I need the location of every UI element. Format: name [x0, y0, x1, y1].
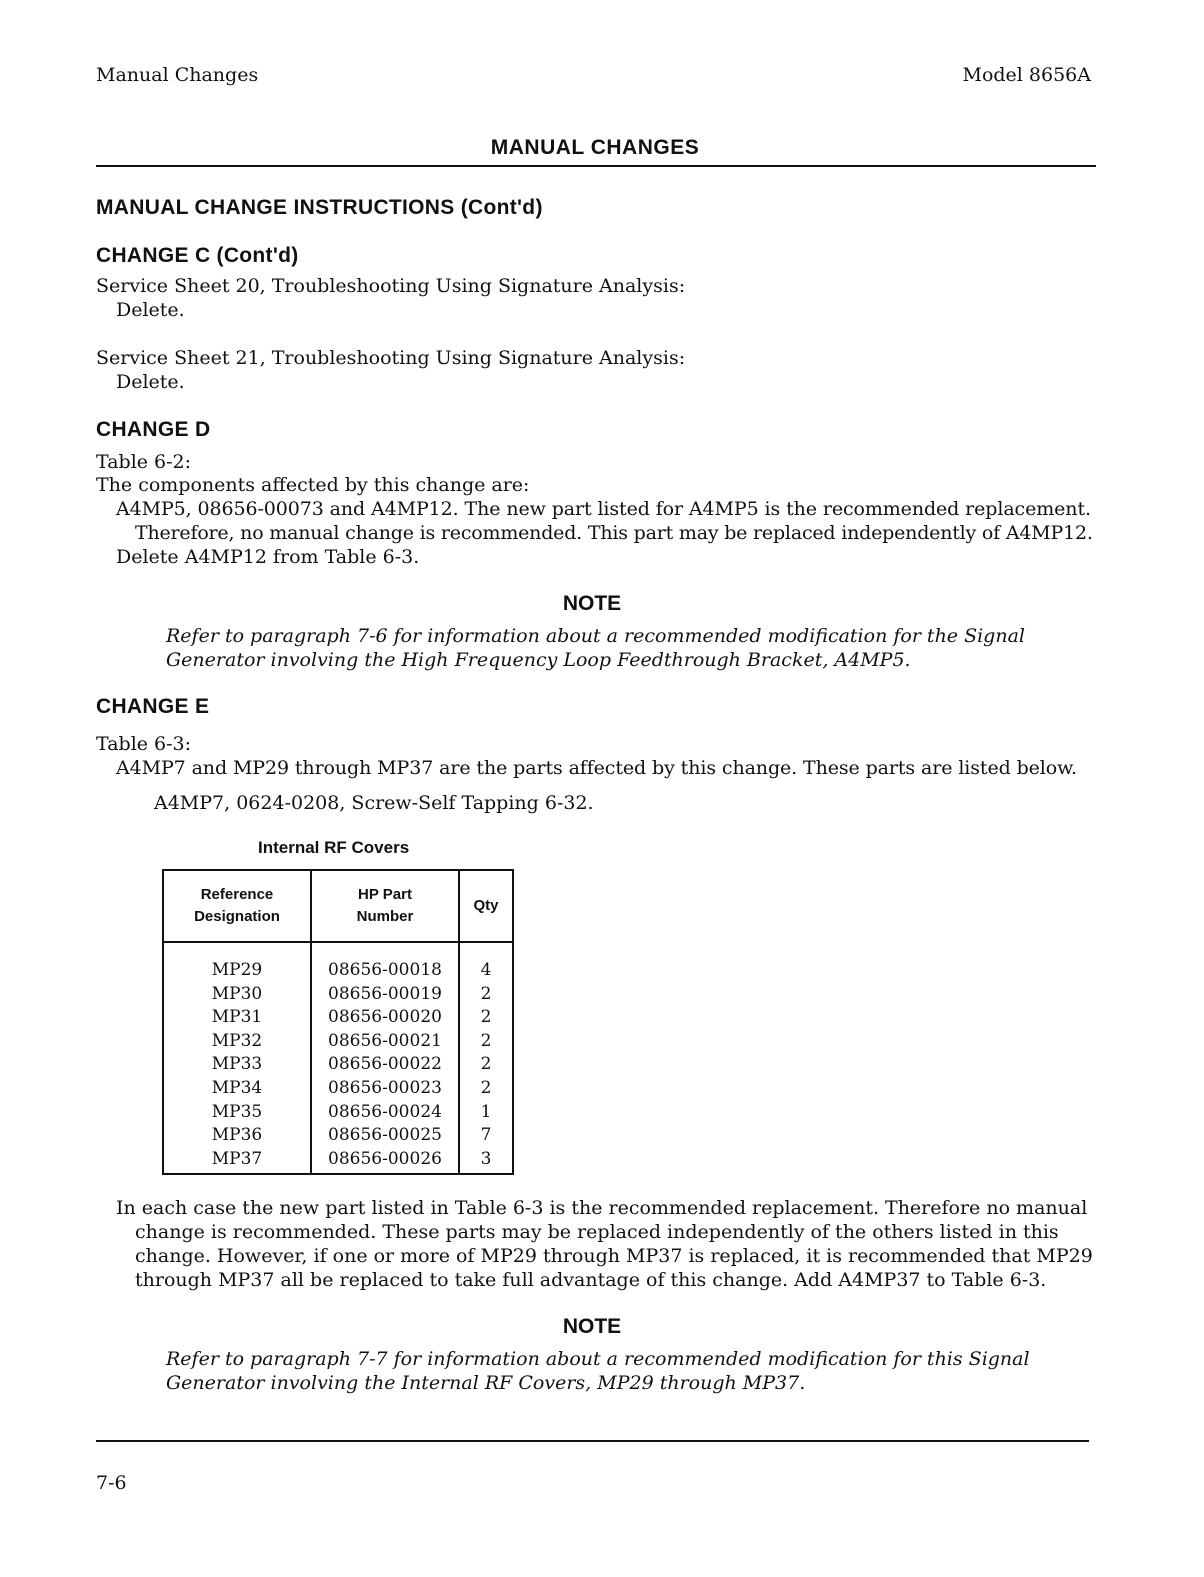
- change-d-line2: The components affected by this change are:: [96, 474, 530, 496]
- change-e-note-line2: Generator involving the Internal RF Covers, MP29 through MP37.: [166, 1372, 806, 1394]
- change-c-item2-line1: Service Sheet 21, Troubleshooting Using Signature Analysis:: [96, 347, 686, 369]
- cell-qty: 1: [459, 1101, 513, 1125]
- change-e-line2: A4MP7 and MP29 through MP37 are the parts affected by this change. These parts are listed below.: [116, 757, 1077, 779]
- header-part-line1: HP Part: [358, 886, 412, 903]
- change-e-heading: CHANGE E: [96, 695, 210, 718]
- cell-qty: 4: [459, 942, 513, 983]
- change-d-heading: CHANGE D: [96, 418, 211, 441]
- cell-part-number: 08656-00024: [311, 1101, 459, 1125]
- cell-reference: MP37: [163, 1148, 311, 1175]
- change-d-note-heading: NOTE: [562, 592, 622, 615]
- change-e-note-heading: NOTE: [562, 1315, 622, 1338]
- cell-reference: MP35: [163, 1101, 311, 1125]
- table-row: [163, 942, 513, 983]
- cell-reference: MP30: [163, 983, 311, 1007]
- running-header-right: Model 8656A: [962, 64, 1091, 86]
- cell-part-number: 08656-00026: [311, 1148, 459, 1175]
- header-part-line2: Number: [356, 908, 414, 925]
- change-e-line3: A4MP7, 0624-0208, Screw-Self Tapping 6-32.: [154, 792, 594, 814]
- change-c-item1-line2: Delete.: [116, 299, 185, 321]
- cell-reference: MP34: [163, 1077, 311, 1101]
- change-d-note-line2: Generator involving the High Frequency Loop Feedthrough Bracket, A4MP5.: [166, 649, 911, 671]
- change-e-note-line1: Refer to paragraph 7-7 for information about a recommended modification for this Signal: [166, 1348, 1030, 1370]
- header-qty: Qty: [459, 870, 513, 942]
- header-ref-line2: Designation: [194, 908, 280, 925]
- table-row: [163, 1148, 513, 1175]
- table-row: [163, 1030, 513, 1054]
- cell-part-number: 08656-00025: [311, 1124, 459, 1148]
- cell-reference: MP31: [163, 1006, 311, 1030]
- cell-qty: 2: [459, 1077, 513, 1101]
- change-c-item1-line1: Service Sheet 20, Troubleshooting Using Signature Analysis:: [96, 275, 686, 297]
- change-c-heading: CHANGE C (Cont'd): [96, 244, 299, 267]
- cell-part-number: 08656-00018: [311, 942, 459, 983]
- table-row: [163, 983, 513, 1007]
- cell-reference: MP32: [163, 1030, 311, 1054]
- cell-part-number: 08656-00020: [311, 1006, 459, 1030]
- page-title: MANUAL CHANGES: [490, 136, 700, 159]
- change-d-line1: Table 6-2:: [96, 451, 192, 473]
- cell-qty: 2: [459, 1006, 513, 1030]
- title-rule: [96, 165, 1096, 167]
- cell-part-number: 08656-00023: [311, 1077, 459, 1101]
- table-row: [163, 1124, 513, 1148]
- cell-reference: MP36: [163, 1124, 311, 1148]
- change-d-line4: Therefore, no manual change is recommended. This part may be replaced independently of A4MP12.: [135, 522, 1093, 544]
- cell-reference: MP33: [163, 1053, 311, 1077]
- change-e-para-line1: In each case the new part listed in Table 6-3 is the recommended replacement. Therefore no manual: [116, 1197, 1088, 1219]
- change-d-line5: Delete A4MP12 from Table 6-3.: [116, 546, 420, 568]
- cell-part-number: 08656-00022: [311, 1053, 459, 1077]
- running-header-left: Manual Changes: [96, 64, 259, 86]
- cell-reference: MP29: [163, 942, 311, 983]
- cell-qty: 2: [459, 1053, 513, 1077]
- change-e-para-line3: change. However, if one or more of MP29 through MP37 is replaced, it is recommended that MP29: [135, 1245, 1093, 1267]
- change-e-para-line2: change is recommended. These parts may be replaced independently of the others listed in this: [135, 1221, 1059, 1243]
- change-e-para-line4: through MP37 all be replaced to take full advantage of this change. Add A4MP37 to Table 6-3.: [135, 1269, 1047, 1291]
- cell-part-number: 08656-00021: [311, 1030, 459, 1054]
- table-row: [163, 1053, 513, 1077]
- header-reference-designation: [163, 870, 311, 942]
- table-title: Internal RF Covers: [258, 838, 410, 857]
- cell-qty: 2: [459, 1030, 513, 1054]
- header-hp-part-number: [311, 870, 459, 942]
- cell-part-number: 08656-00019: [311, 983, 459, 1007]
- table-header-row: [163, 870, 513, 942]
- page-number: 7-6: [96, 1472, 127, 1494]
- change-d-line3: A4MP5, 08656-00073 and A4MP12. The new part listed for A4MP5 is the recommended replacement.: [116, 498, 1091, 520]
- header-ref-line1: Reference: [200, 886, 274, 903]
- cell-qty: 2: [459, 983, 513, 1007]
- change-e-line1: Table 6-3:: [96, 733, 192, 755]
- section-heading: MANUAL CHANGE INSTRUCTIONS (Cont'd): [96, 196, 543, 219]
- cell-qty: 7: [459, 1124, 513, 1148]
- table-row: [163, 1077, 513, 1101]
- parts-table: [162, 869, 514, 1175]
- table-row: [163, 1006, 513, 1030]
- change-d-note-line1: Refer to paragraph 7-6 for information about a recommended modification for the Signal: [166, 625, 1025, 647]
- change-c-item2-line2: Delete.: [116, 371, 185, 393]
- table-row: [163, 1101, 513, 1125]
- cell-qty: 3: [459, 1148, 513, 1175]
- footer-rule: [96, 1440, 1089, 1442]
